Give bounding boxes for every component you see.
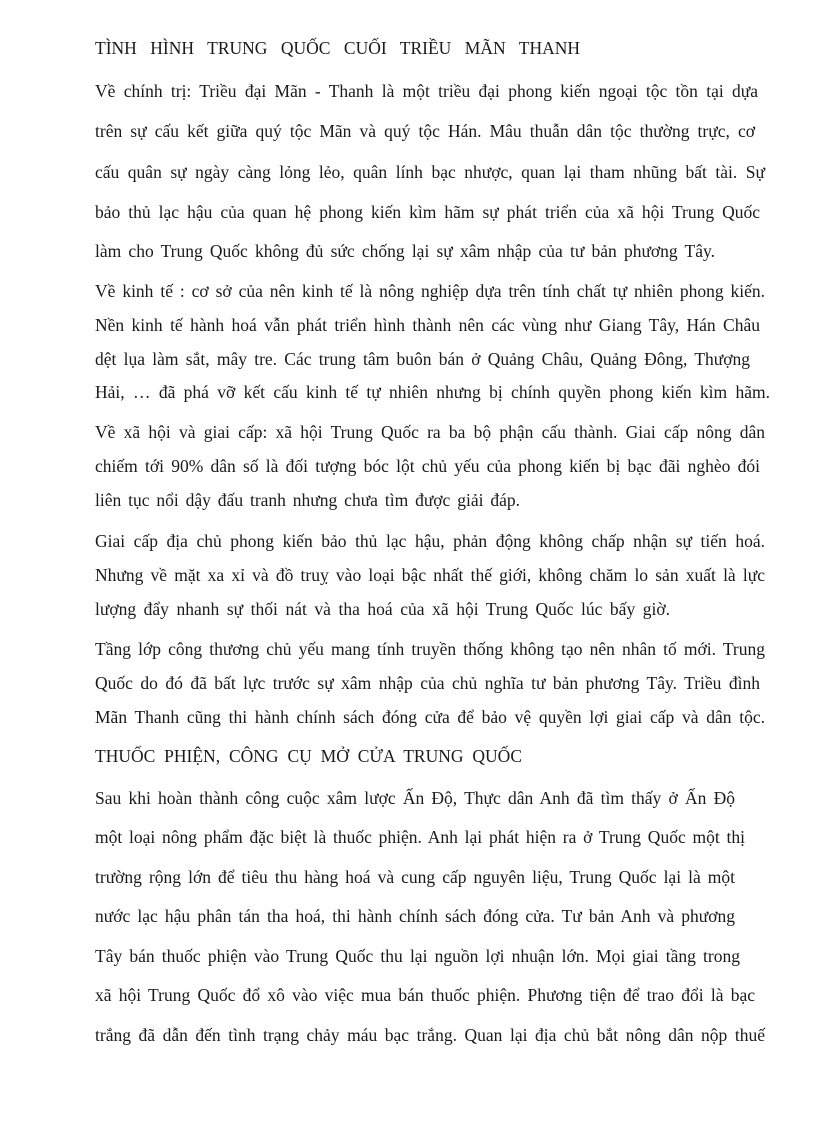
text-line: trên sự cấu kết giữa quý tộc Mãn và quý tộc Hán. Mâu thuẫn dân tộc thường trực, cơ (95, 121, 755, 141)
text-line: làm cho Trung Quốc không đủ sức chống lại sự xâm nhập của tư bản phương Tây. (95, 241, 715, 261)
text-line: lượng đẩy nhanh sự thối nát và tha hoá của xã hội Trung Quốc lúc bấy giờ. (95, 599, 670, 619)
text-line: Quốc do đó đã bất lực trước sự xâm nhập của chủ nghĩa tư bản phương Tây. Triều đình (95, 673, 760, 693)
document-title: TÌNH HÌNH TRUNG QUỐC CUỐI TRIỀU MÃN THANH (95, 38, 580, 58)
text-line: bảo thủ lạc hậu của quan hệ phong kiến kìm hãm sự phát triển của xã hội Trung Quốc (95, 202, 760, 222)
text-line: Mãn Thanh cũng thi hành chính sách đóng cửa để bảo vệ quyền lợi giai cấp và dân tộc. (95, 707, 765, 727)
text-line: liên tục nổi dậy đấu tranh nhưng chưa tìm được giải đáp. (95, 490, 520, 510)
text-line: Nền kinh tế hành hoá vẫn phát triển hình thành nên các vùng như Giang Tây, Hán Châu (95, 315, 760, 335)
text-line: Hải, … đã phá vỡ kết cấu kinh tế tự nhiên nhưng bị chính quyền phong kiến kìm hãm. (95, 382, 770, 402)
text-line: một loại nông phẩm đặc biệt là thuốc phiện. Anh lại phát hiện ra ở Trung Quốc một thị (95, 827, 745, 847)
text-line: Giai cấp địa chủ phong kiến bảo thủ lạc hậu, phản động không chấp nhận sự tiến hoá. (95, 531, 765, 551)
text-line: Nhưng về mặt xa xỉ và đồ truỵ vào loại bậc nhất thế giới, không chăm lo sản xuất là lực (95, 565, 765, 585)
text-line: Về chính trị: Triều đại Mãn - Thanh là một triều đại phong kiến ngoại tộc tồn tại dựa (95, 81, 758, 101)
text-line: Về xã hội và giai cấp: xã hội Trung Quốc ra ba bộ phận cấu thành. Giai cấp nông dân (95, 422, 765, 442)
text-line: cấu quân sự ngày càng lỏng lẻo, quân lính bạc nhược, quan lại tham nhũng bất tài. Sự (95, 162, 765, 182)
text-line: nước lạc hậu phân tán tha hoá, thi hành chính sách đóng cửa. Tư bản Anh và phương (95, 906, 735, 926)
text-line: dệt lụa làm sắt, mây tre. Các trung tâm buôn bán ở Quảng Châu, Quảng Đông, Thượng (95, 349, 750, 369)
text-line: xã hội Trung Quốc đổ xô vào việc mua bán thuốc phiện. Phương tiện để trao đổi là bạc (95, 985, 755, 1005)
text-line: chiếm tới 90% dân số là đối tượng bóc lột chủ yếu của phong kiến bị bạc đãi nghèo đói (95, 456, 760, 476)
text-line: Tầng lớp công thương chủ yếu mang tính truyền thống không tạo nên nhân tố mới. Trung (95, 639, 765, 659)
text-line: trường rộng lớn để tiêu thu hàng hoá và cung cấp nguyên liệu, Trung Quốc lại là một (95, 867, 735, 887)
section-title: THUỐC PHIỆN, CÔNG CỤ MỞ CỬA TRUNG QUỐC (95, 746, 522, 766)
text-line: Sau khi hoàn thành công cuộc xâm lược Ấn Độ, Thực dân Anh đã tìm thấy ở Ấn Độ (95, 788, 735, 808)
text-line: trắng đã dẫn đến tình trạng chảy máu bạc trắng. Quan lại địa chủ bắt nông dân nộp thuế (95, 1025, 765, 1045)
text-line: Tây bán thuốc phiện vào Trung Quốc thu lại nguồn lợi nhuận lớn. Mọi giai tầng trong (95, 946, 740, 966)
text-line: Về kinh tế : cơ sở của nên kinh tế là nông nghiệp dựa trên tính chất tự nhiên phong kiến. (95, 281, 765, 301)
